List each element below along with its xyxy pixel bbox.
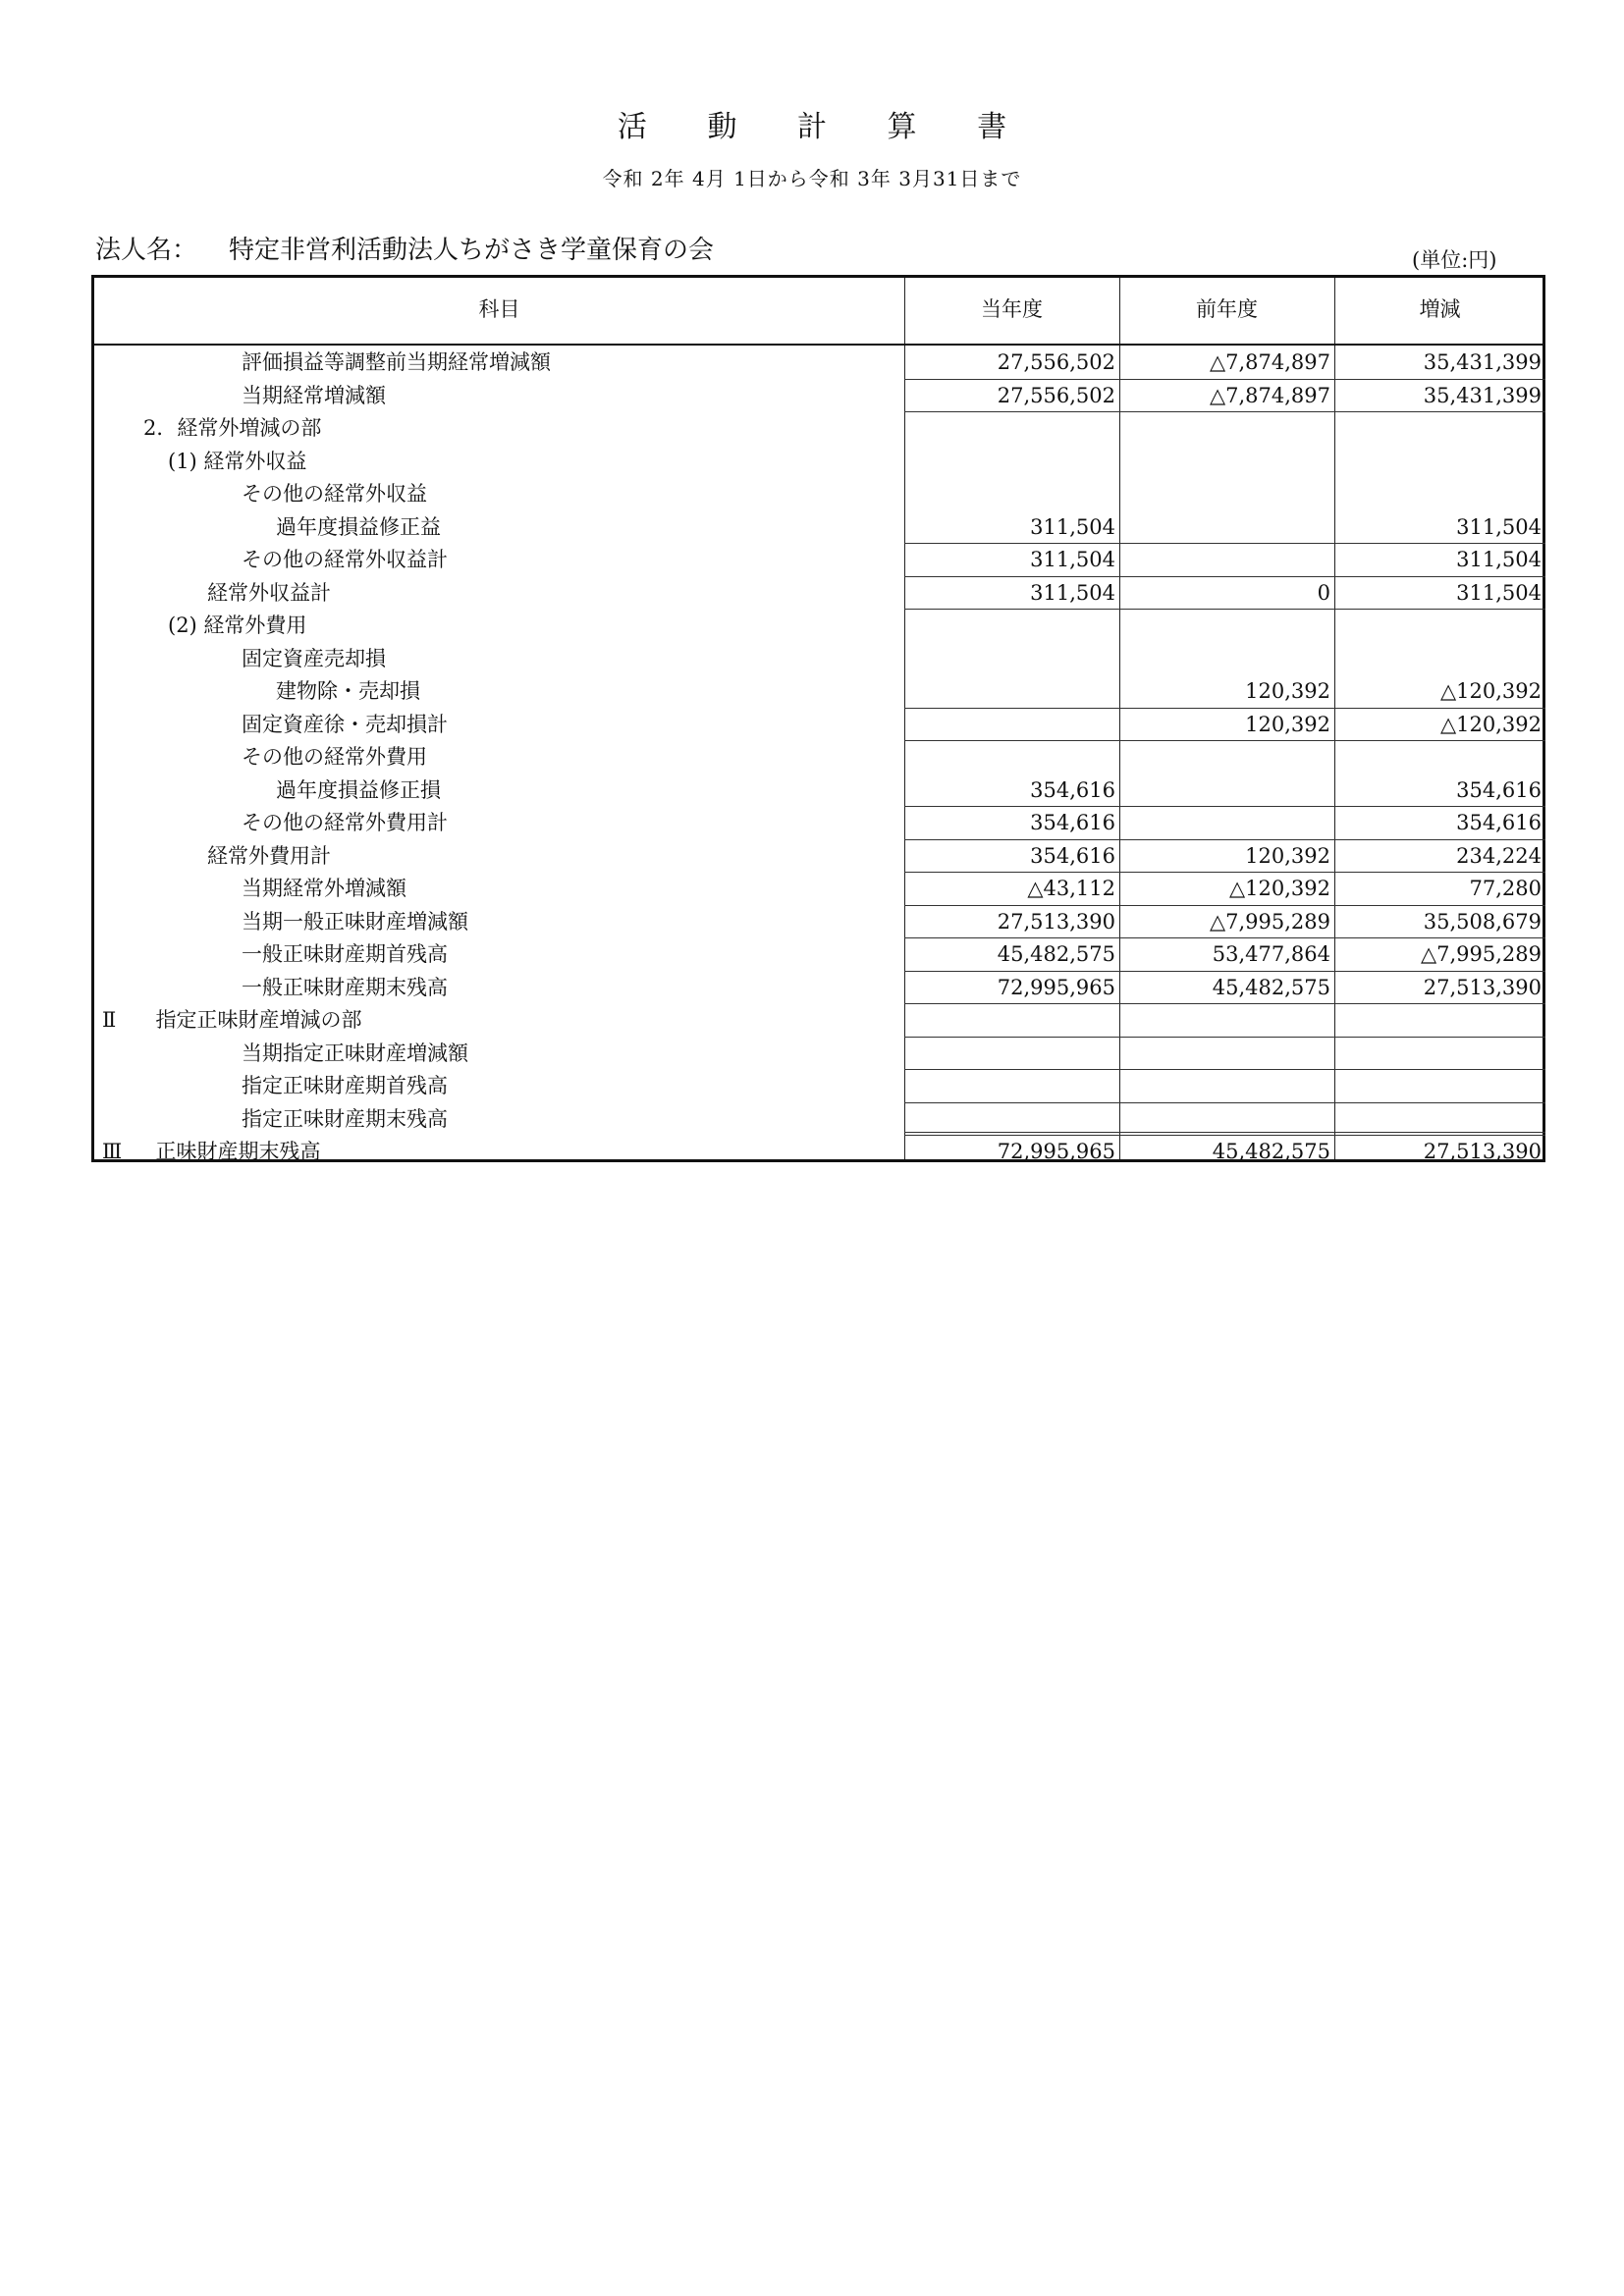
row-subject — [94, 510, 904, 544]
row-label: 当期指定正味財産増減額 — [242, 1041, 468, 1065]
table-row — [94, 1102, 1543, 1136]
change-value: △7,995,289 — [1420, 942, 1542, 966]
row-label: 当期一般正味財産増減額 — [242, 909, 468, 934]
table-row — [94, 379, 1543, 412]
row-subject — [94, 1135, 904, 1168]
row-subject — [94, 806, 904, 839]
row-label: 経常外費用計 — [207, 843, 331, 868]
row-label: 経常外収益計 — [207, 580, 331, 605]
activity-statement-table — [91, 275, 1545, 1162]
current-year-value: 45,482,575 — [997, 942, 1115, 966]
row-subject — [94, 477, 904, 510]
corporation-label: 法人名： — [95, 236, 198, 265]
row-subject — [94, 674, 904, 708]
previous-year-value: △7,874,897 — [1209, 383, 1330, 407]
change-value: 35,431,399 — [1423, 383, 1542, 407]
row-label: 評価損益等調整前当期経常増減額 — [242, 350, 551, 374]
change-value — [1334, 1003, 1545, 1037]
previous-year-value — [1119, 642, 1334, 675]
table-row — [94, 543, 1543, 576]
current-year-value: 27,556,502 — [997, 383, 1115, 407]
row-subject — [94, 543, 904, 576]
row-label: 過年度損益修正損 — [276, 777, 441, 802]
row-subject — [94, 1003, 904, 1037]
accounting-period: 令和 2年 4月 1日から令和 3年 3月31日まで — [602, 167, 1022, 190]
row-label: 固定資産売却損 — [242, 646, 386, 670]
previous-year-value: △120,392 — [1229, 877, 1330, 900]
current-year-value: 354,616 — [1030, 843, 1115, 868]
table-row — [94, 872, 1543, 905]
document-title: 活 動 計 算 書 — [617, 110, 1033, 144]
row-label: その他の経常外費用計 — [242, 811, 448, 834]
current-year-value — [904, 445, 1119, 478]
previous-year-value — [1119, 740, 1334, 774]
current-year-value — [904, 674, 1119, 708]
row-label: 当期経常増減額 — [242, 383, 386, 407]
table-row — [94, 674, 1543, 708]
row-subject — [94, 1037, 904, 1070]
unit-label: (単位:円) — [1412, 248, 1497, 272]
header-current-year: 当年度 — [981, 297, 1043, 321]
change-value: 27,513,390 — [1423, 975, 1542, 999]
previous-year-value — [1119, 1037, 1334, 1070]
row-subject — [94, 774, 904, 807]
row-subject — [94, 379, 904, 412]
current-year-value — [904, 411, 1119, 445]
current-year-value: 354,616 — [1030, 811, 1115, 834]
previous-year-value — [1119, 806, 1334, 839]
table-row — [94, 971, 1543, 1004]
current-year-value — [904, 708, 1119, 741]
change-value: 35,508,679 — [1423, 909, 1542, 934]
previous-year-value — [1119, 543, 1334, 576]
row-label: 指定正味財産期首残高 — [242, 1074, 448, 1097]
previous-year-value: 45,482,575 — [1212, 975, 1330, 999]
previous-year-value — [1119, 477, 1334, 510]
current-year-value — [904, 1069, 1119, 1102]
change-value: 311,504 — [1456, 580, 1542, 605]
change-value: 77,280 — [1469, 877, 1542, 900]
current-year-value: △43,112 — [1027, 877, 1115, 900]
row-label: 一般正味財産期末残高 — [242, 975, 448, 999]
table-row — [94, 1135, 1543, 1168]
current-year-value — [904, 642, 1119, 675]
change-value: 311,504 — [1456, 548, 1542, 571]
header-previous-year: 前年度 — [1196, 297, 1258, 321]
row-subject — [94, 708, 904, 741]
previous-year-value: 120,392 — [1245, 679, 1330, 703]
table-row — [94, 1069, 1543, 1102]
header-subject: 科目 — [478, 297, 520, 321]
previous-year-value: 53,477,864 — [1212, 942, 1330, 966]
row-subject — [94, 411, 904, 445]
current-year-value — [904, 1037, 1119, 1070]
table-row — [94, 905, 1543, 938]
row-subject — [94, 971, 904, 1004]
row-subject — [94, 905, 904, 938]
row-label: その他の経常外費用 — [242, 745, 427, 769]
row-subject — [94, 937, 904, 971]
change-value — [1334, 740, 1545, 774]
previous-year-value: △7,995,289 — [1209, 909, 1330, 934]
row-label: 指定正味財産期末残高 — [242, 1106, 448, 1131]
change-value — [1334, 411, 1545, 445]
table-row — [94, 806, 1543, 839]
table-row — [94, 576, 1543, 610]
current-year-value: 311,504 — [1030, 548, 1115, 571]
change-value — [1334, 477, 1545, 510]
table-row — [94, 1003, 1543, 1037]
row-subject — [94, 1102, 904, 1136]
row-label: 固定資産徐・売却損計 — [242, 712, 448, 736]
table-row — [94, 477, 1543, 510]
table-row — [94, 1037, 1543, 1070]
table-row — [94, 510, 1543, 544]
previous-year-value — [1119, 1102, 1334, 1136]
previous-year-value: 45,482,575 — [1212, 1140, 1330, 1163]
previous-year-value — [1119, 510, 1334, 544]
row-label: その他の経常外収益 — [242, 482, 427, 506]
current-year-value: 354,616 — [1030, 777, 1115, 802]
roman-numeral: Ⅱ — [102, 1008, 117, 1032]
row-subject — [94, 740, 904, 774]
table-row — [94, 774, 1543, 807]
previous-year-value: △7,874,897 — [1209, 350, 1330, 374]
row-label: (1) 経常外収益 — [168, 449, 307, 473]
change-value — [1334, 1037, 1545, 1070]
table-row — [94, 609, 1543, 642]
row-label: 過年度損益修正益 — [276, 514, 441, 539]
row-subject — [94, 642, 904, 675]
table-row — [94, 445, 1543, 478]
current-year-value: 311,504 — [1030, 514, 1115, 539]
change-value — [1334, 642, 1545, 675]
table-row — [94, 839, 1543, 873]
table-row — [94, 740, 1543, 774]
change-value — [1334, 1069, 1545, 1102]
change-value: 234,224 — [1456, 843, 1542, 868]
row-subject — [94, 445, 904, 478]
previous-year-value: 120,392 — [1245, 712, 1330, 736]
current-year-value — [904, 1003, 1119, 1037]
row-subject — [94, 872, 904, 905]
current-year-value — [904, 1102, 1119, 1136]
change-value — [1334, 1102, 1545, 1136]
header-change: 増減 — [1419, 297, 1461, 321]
row-subject — [94, 346, 904, 379]
total-double-rule — [904, 1132, 1545, 1133]
row-label: 指定正味財産増減の部 — [155, 1008, 362, 1032]
change-value — [1334, 609, 1545, 642]
previous-year-value — [1119, 774, 1334, 807]
table-row — [94, 411, 1543, 445]
table-row — [94, 346, 1543, 379]
row-label: 正味財産期末残高 — [155, 1140, 321, 1163]
row-subject — [94, 839, 904, 873]
row-label: その他の経常外収益計 — [242, 548, 448, 571]
previous-year-value: 0 — [1317, 580, 1330, 605]
row-label: 当期経常外増減額 — [242, 877, 406, 900]
row-label: 建物除・売却損 — [276, 679, 420, 703]
change-value: 27,513,390 — [1423, 1140, 1542, 1163]
row-label: 2．経常外増減の部 — [143, 416, 322, 440]
current-year-value — [904, 477, 1119, 510]
previous-year-value: 120,392 — [1245, 843, 1330, 868]
current-year-value: 311,504 — [1030, 580, 1115, 605]
current-year-value: 27,556,502 — [997, 350, 1115, 374]
roman-numeral: Ⅲ — [102, 1140, 123, 1163]
table-row — [94, 642, 1543, 675]
change-value: 354,616 — [1456, 777, 1542, 802]
current-year-value: 72,995,965 — [997, 975, 1115, 999]
change-value: 311,504 — [1456, 514, 1542, 539]
table-row — [94, 708, 1543, 741]
change-value: 35,431,399 — [1423, 350, 1542, 374]
corporation-name: 特定非営利活動法人ちがさき学童保育の会 — [229, 236, 715, 265]
row-subject — [94, 1069, 904, 1102]
row-label: 一般正味財産期首残高 — [242, 942, 448, 966]
corporation-line — [95, 230, 714, 266]
row-subject — [94, 576, 904, 610]
current-year-value — [904, 609, 1119, 642]
current-year-value: 27,513,390 — [997, 909, 1115, 934]
previous-year-value — [1119, 1003, 1334, 1037]
current-year-value — [904, 740, 1119, 774]
previous-year-value — [1119, 1069, 1334, 1102]
current-year-value: 72,995,965 — [997, 1140, 1115, 1163]
change-value: △120,392 — [1440, 679, 1542, 703]
change-value: 354,616 — [1456, 811, 1542, 834]
previous-year-value — [1119, 609, 1334, 642]
row-label: (2) 経常外費用 — [168, 614, 307, 637]
row-subject — [94, 609, 904, 642]
previous-year-value — [1119, 445, 1334, 478]
change-value — [1334, 445, 1545, 478]
change-value: △120,392 — [1440, 712, 1542, 736]
table-row — [94, 937, 1543, 971]
previous-year-value — [1119, 411, 1334, 445]
